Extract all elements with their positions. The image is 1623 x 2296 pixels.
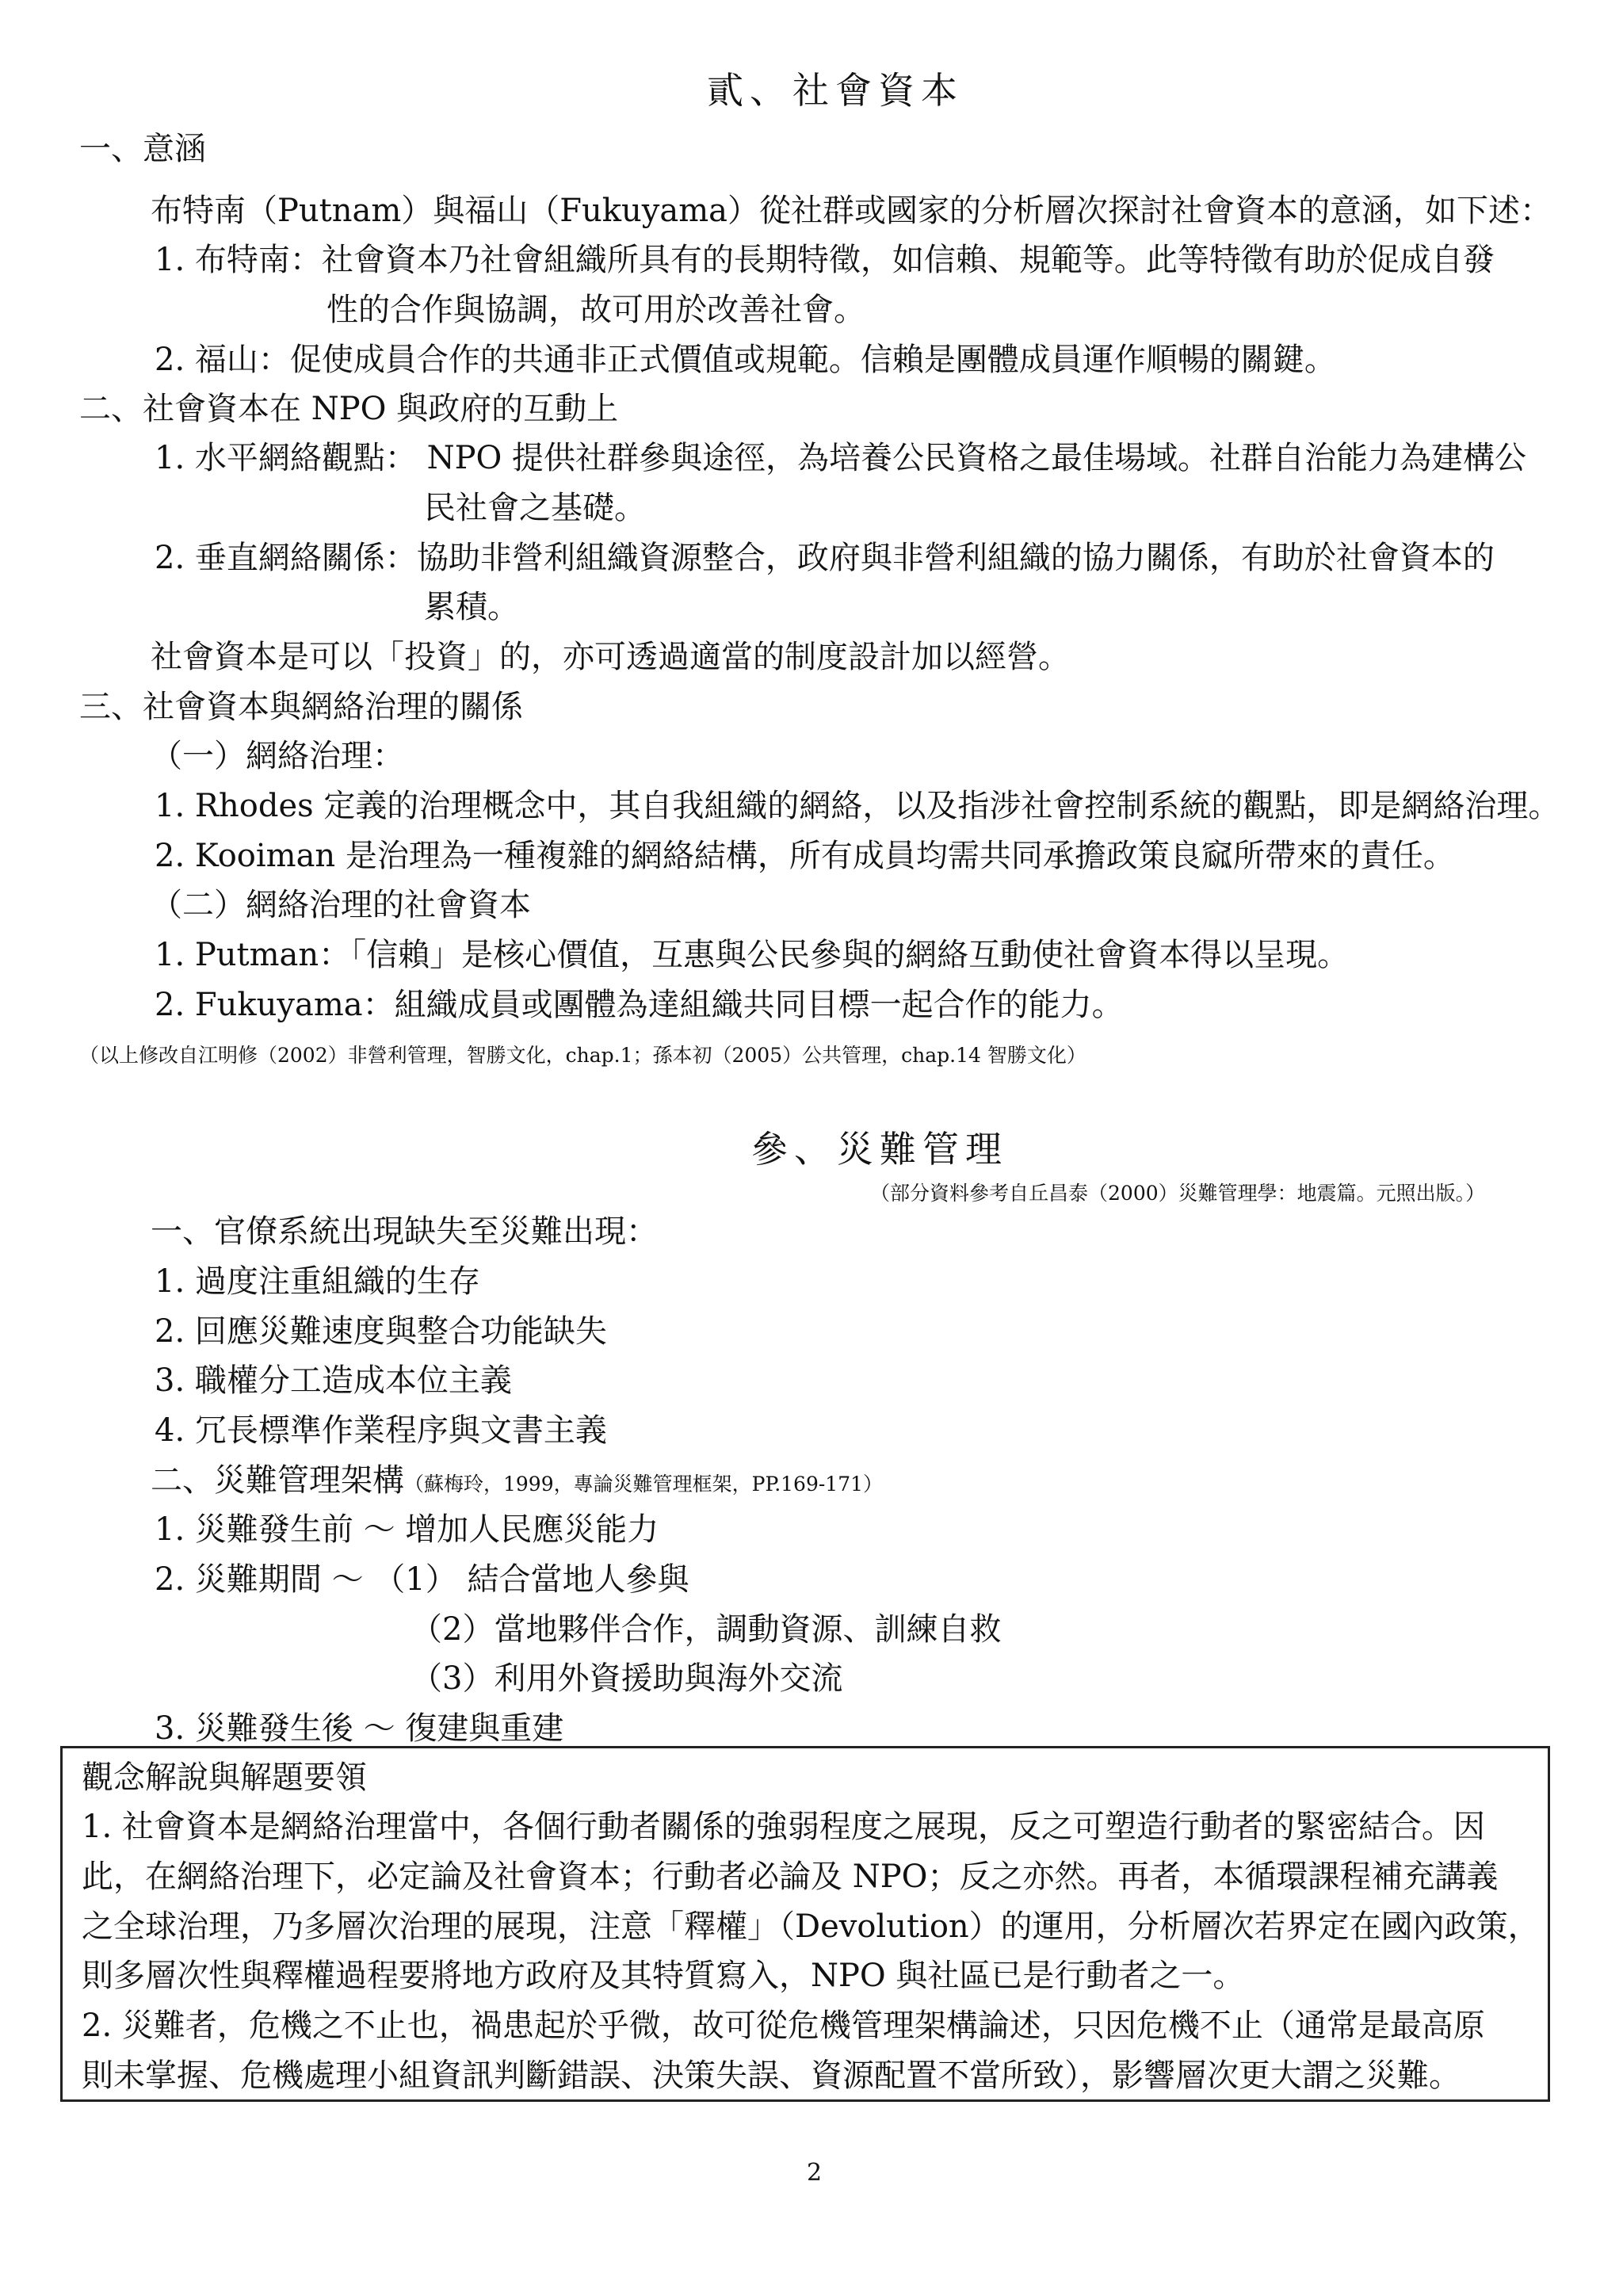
fukuyama-item: 2. Fukuyama：組織成員或團體為達組織共同目標一起合作的能力。 [155,987,1124,1023]
heading-bureaucracy: 一、官僚系統出現缺失至災難出現： [151,1213,658,1250]
notes-line: 1. 社會資本是網絡治理當中，各個行動者關係的強弱程度之展現，反之可塑造行動者的緊密結合。因 [82,1809,1485,1845]
heading-meaning: 一、意涵 [79,131,206,167]
phase-after: 3. 災難發生後 ～ 復建與重建 [155,1710,564,1747]
list-item: 3. 職權分工造成本位主義 [155,1362,512,1399]
subheading-network-governance: （一）網絡治理： [151,738,404,774]
notes-box [60,1746,1550,2102]
phase-during-1: 2. 災難期間 ～ （1） 結合當地人參與 [155,1561,689,1598]
intro-paragraph: 布特南（Putnam）與福山（Fukuyama）從社群或國家的分析層次探討社會資本的意涵，如下述： [151,193,1552,229]
heading-framework-citation: （蘇梅玲，1999，專論災難管理框架，PP.169-171） [404,1473,884,1496]
phase-during-3: （3）利用外資援助與海外交流 [411,1660,843,1697]
vertical-network-line1: 2. 垂直網絡關係：協助非營利組織資源整合，政府與非營利組織的協力關係，有助於社會資本的 [155,540,1495,576]
heading-framework-label: 二、災難管理架構 [151,1462,404,1499]
horizontal-network-line1: 1. 水平網絡觀點： NPO 提供社群參與途徑，為培養公民資格之最佳場域。社群自治能力為建構公 [155,440,1527,476]
section-title-social-capital: 貳、社會資本 [707,69,964,112]
horizontal-network-line2: 民社會之基礎。 [424,490,646,526]
fukuyama-definition: 2. 福山：促使成員合作的共通非正式價值或規範。信賴是團體成員運作順暢的關鍵。 [155,342,1336,378]
notes-line: 之全球治理，乃多層次治理的展現，注意「釋權」（Devolution）的運用，分析層次若界定在國內政策， [82,1908,1540,1945]
notes-line: 此，在網絡治理下，必定論及社會資本；行動者必論及 NPO；反之亦然。再者，本循環課程補充講義 [82,1859,1499,1895]
subheading-governance-social-capital: （二）網絡治理的社會資本 [151,887,531,923]
heading-npo-government: 二、社會資本在 NPO 與政府的互動上 [79,391,619,427]
heading-network-governance: 三、社會資本與網絡治理的關係 [79,689,523,725]
phase-during-2: （2）當地夥伴合作，調動資源、訓練自救 [411,1611,1002,1648]
page-number: 2 [807,2159,823,2187]
kooiman-definition: 2. Kooiman 是治理為一種複雜的網絡結構，所有成員均需共同承擔政策良窳所帶來的責任。 [155,838,1455,874]
section-title-disaster: 參、災難管理 [751,1128,1008,1171]
putnam-definition-line2: 性的合作與協調，故可用於改善社會。 [327,292,865,328]
list-item: 1. 過度注重組織的生存 [155,1263,480,1300]
notes-line: 則未掌握、危機處理小組資訊判斷錯誤、決策失誤、資源配置不當所致），影響層次更大謂之災難。 [82,2057,1461,2094]
notes-line: 2. 災難者，危機之不止也，禍患起於乎微，故可從危機管理架構論述，只因危機不止（通常是最高原 [82,2008,1485,2044]
source-citation-social: （以上修改自江明修（2002）非營利管理，智勝文化，chap.1；孫本初（2005）公共管理，chap.14 智勝文化） [79,1044,1086,1067]
putnam-definition-line1: 1. 布特南：社會資本乃社會組織所具有的長期特徵，如信賴、規範等。此等特徵有助於促成自發 [155,242,1495,278]
vertical-network-line2: 累積。 [424,589,519,625]
investment-statement: 社會資本是可以「投資」的，亦可透過適當的制度設計加以經營。 [151,639,1070,675]
putman-item: 1. Putman：「信賴」是核心價值，互惠與公民參與的網絡互動使社會資本得以呈現。 [155,937,1350,973]
list-item: 2. 回應災難速度與整合功能缺失 [155,1313,607,1350]
heading-framework [151,1455,883,1510]
notes-box-title: 觀念解說與解題要領 [82,1759,367,1796]
list-item: 4. 冗長標準作業程序與文書主義 [155,1412,607,1449]
source-citation-disaster: （部分資料參考自丘昌泰（2000）災難管理學：地震篇。元照出版。） [870,1182,1486,1205]
phase-before: 1. 災難發生前 ～ 增加人民應災能力 [155,1511,659,1548]
notes-line: 則多層次性與釋權過程要將地方政府及其特質寫入，NPO 與社區已是行動者之一。 [82,1958,1245,1994]
rhodes-definition: 1. Rhodes 定義的治理概念中，其自我組織的網絡，以及指涉社會控制系統的觀點，即是網絡治理。 [155,788,1560,824]
